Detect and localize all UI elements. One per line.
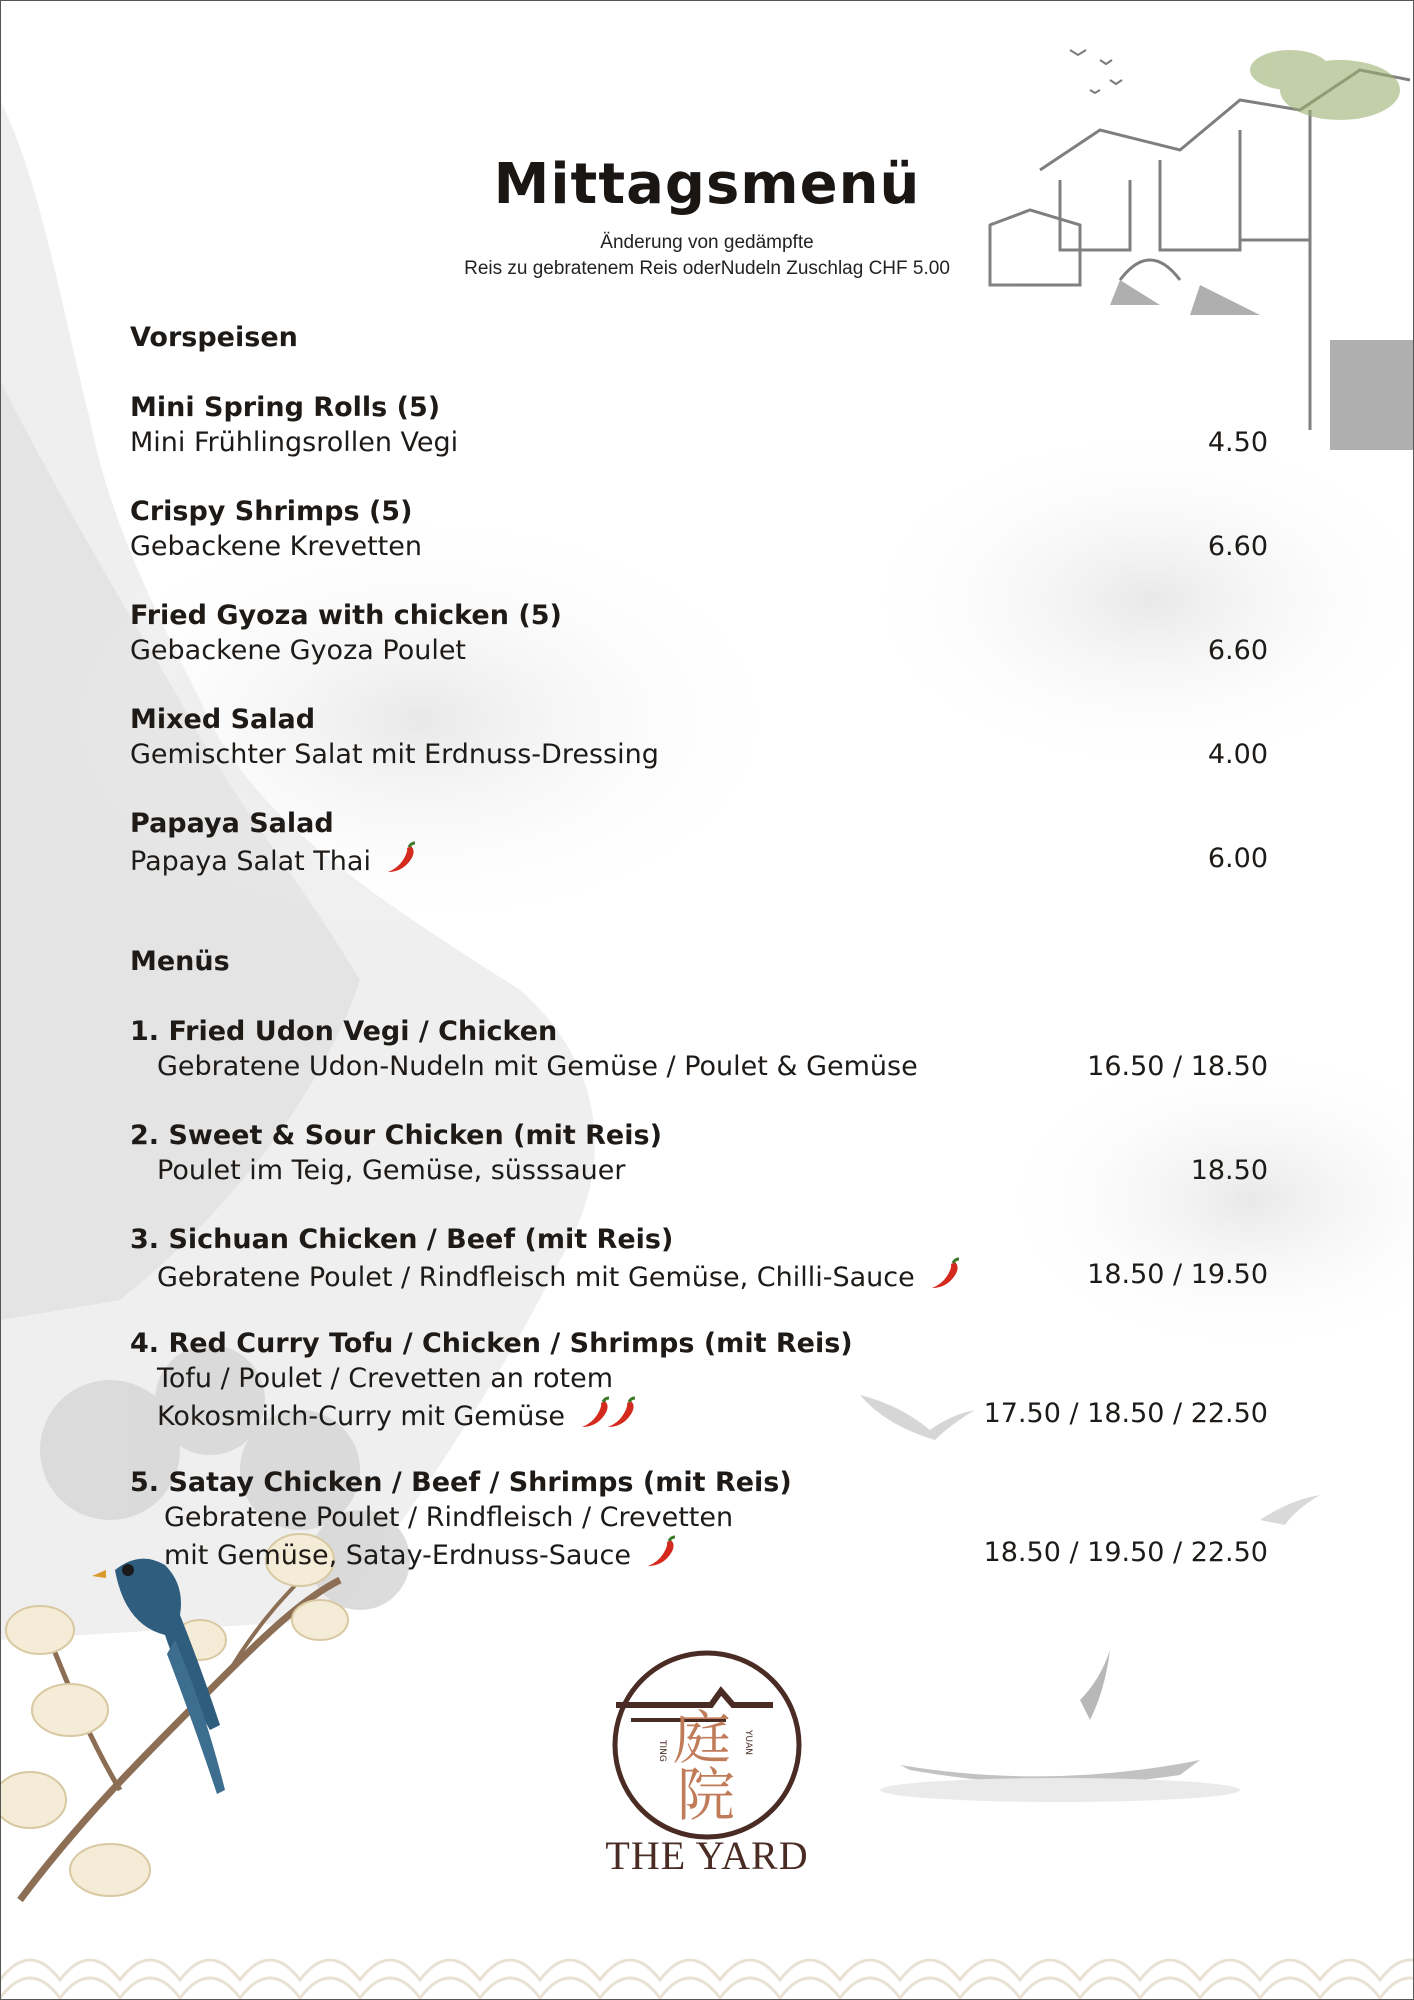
- item-price: 4.50: [1207, 427, 1268, 458]
- menu-item-main: [130, 1222, 1268, 1300]
- menu-item-starter: [130, 390, 1268, 460]
- section-heading-starters: Vorspeisen: [130, 322, 298, 353]
- item-description: Gebratene Poulet / Rindfleisch / Crevetten: [164, 1502, 734, 1533]
- item-name: 5. Satay Chicken / Beef / Shrimps (mit Reis): [130, 1467, 792, 1498]
- logo-char-ting: 庭: [672, 1704, 732, 1772]
- item-name: Mini Spring Rolls (5): [130, 392, 441, 423]
- item-price: 18.50 / 19.50 / 22.50: [983, 1537, 1268, 1568]
- item-price: 17.50 / 18.50 / 22.50: [983, 1398, 1268, 1429]
- item-price: 6.60: [1207, 531, 1268, 562]
- item-name: 2. Sweet & Sour Chicken (mit Reis): [130, 1120, 662, 1151]
- item-price: 6.60: [1207, 635, 1268, 666]
- item-price: 16.50 / 18.50: [1087, 1051, 1268, 1082]
- section-heading-menus: Menüs: [130, 946, 230, 977]
- item-price: 6.00: [1207, 843, 1268, 874]
- item-description: Poulet im Teig, Gemüse, süsssauer: [157, 1155, 626, 1186]
- item-name: Crispy Shrimps (5): [130, 496, 413, 527]
- item-name: Mixed Salad: [130, 704, 316, 735]
- menu-item-starter: [130, 806, 1268, 884]
- logo-small-yuan: YUAN: [743, 1730, 753, 1755]
- item-description: Gebackene Krevetten: [130, 531, 422, 562]
- menu-item-starter: [130, 598, 1268, 668]
- item-price: 18.50: [1190, 1155, 1268, 1186]
- item-description: Gebackene Gyoza Poulet: [130, 635, 467, 666]
- menu-subtitle-line-2: Reis zu gebratenem Reis oderNudeln Zuschlag CHF 5.00: [464, 258, 950, 279]
- menu-item-main: [130, 1326, 1268, 1439]
- item-description: Tofu / Poulet / Crevetten an rotem: [157, 1363, 614, 1394]
- item-name: Papaya Salad: [130, 808, 334, 839]
- chili-pepper-icon: [385, 841, 419, 884]
- item-description: Gebratene Poulet / Rindfleisch mit Gemüse, Chilli-Sauce: [157, 1262, 915, 1293]
- item-description: mit Gemüse, Satay-Erdnuss-Sauce: [164, 1540, 632, 1571]
- item-description: Kokosmilch-Curry mit Gemüse: [157, 1401, 565, 1432]
- logo-small-ting: TING: [657, 1740, 667, 1762]
- item-description: Papaya Salat Thai: [130, 846, 371, 877]
- item-price: 18.50 / 19.50: [1087, 1259, 1268, 1290]
- item-name: Fried Gyoza with chicken (5): [130, 600, 562, 631]
- chili-pepper-icon: [605, 1396, 639, 1439]
- menu-item-starter: [130, 702, 1268, 772]
- menu-item-starter: [130, 494, 1268, 564]
- logo-char-yuan: 院: [676, 1761, 736, 1829]
- item-name: 4. Red Curry Tofu / Chicken / Shrimps (mit Reis): [130, 1328, 853, 1359]
- menu-item-main: [130, 1465, 1268, 1578]
- item-description: Mini Frühlingsrollen Vegi: [130, 427, 459, 458]
- menu-item-main: [130, 1118, 1268, 1188]
- menu-subtitle-line-1: Änderung von gedämpfte: [600, 232, 814, 253]
- chili-pepper-icon: [929, 1257, 963, 1300]
- chili-pepper-icon: [645, 1535, 679, 1578]
- item-price: 4.00: [1207, 739, 1268, 770]
- item-description: Gebratene Udon-Nudeln mit Gemüse / Poulet & Gemüse: [157, 1051, 918, 1082]
- brand-name: THE YARD: [605, 1833, 809, 1878]
- item-description: Gemischter Salat mit Erdnuss-Dressing: [130, 739, 659, 770]
- item-name: 3. Sichuan Chicken / Beef (mit Reis): [130, 1224, 674, 1255]
- item-name: 1. Fried Udon Vegi / Chicken: [130, 1016, 558, 1047]
- menu-item-main: [130, 1014, 1268, 1084]
- menu-title: Mittagsmenü: [493, 152, 921, 217]
